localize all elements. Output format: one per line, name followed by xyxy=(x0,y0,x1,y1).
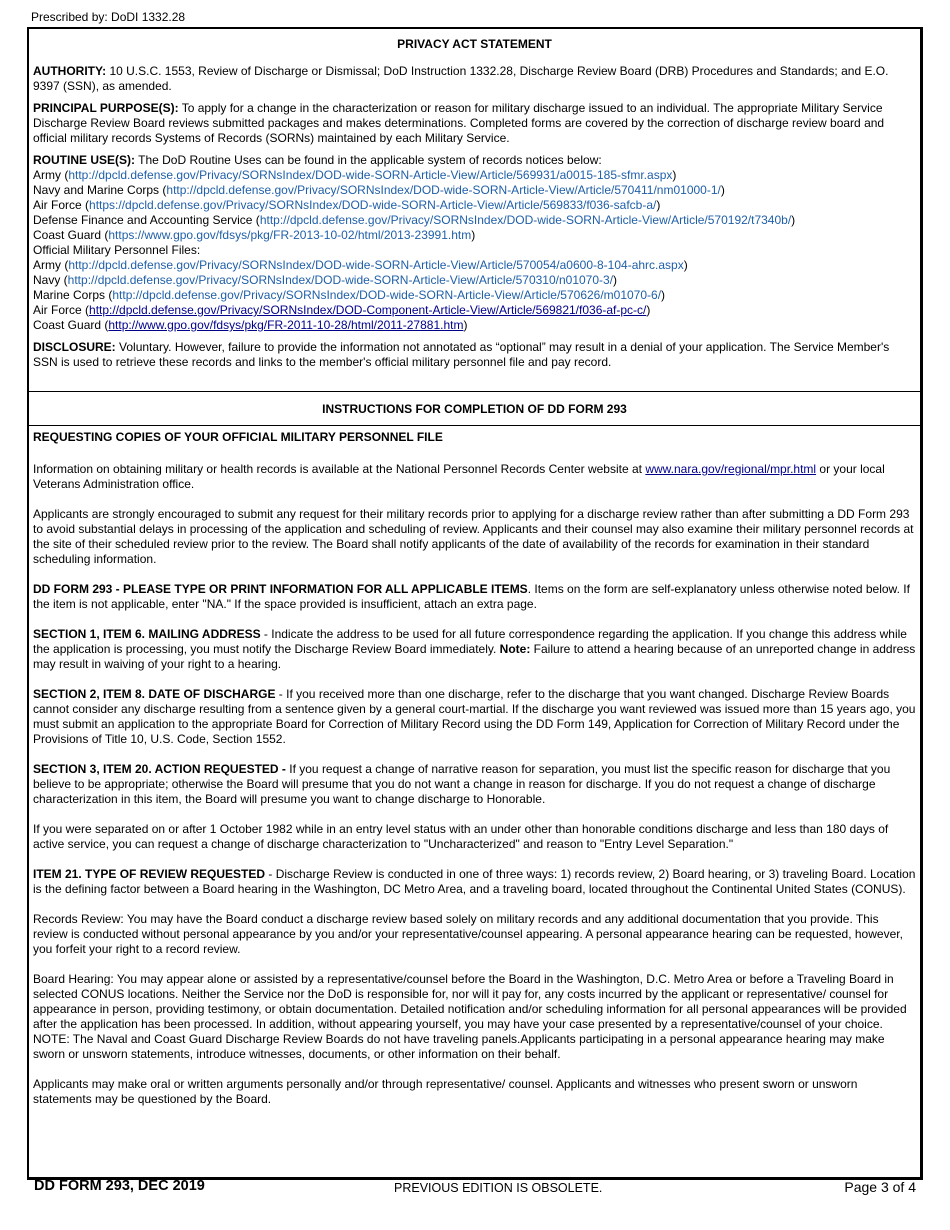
date-of-discharge-paragraph xyxy=(33,687,916,747)
privacy-act-section xyxy=(33,29,916,377)
paren: ) xyxy=(720,183,725,197)
paren: ) xyxy=(471,228,476,242)
instructions-subhead: REQUESTING COPIES OF YOUR OFFICIAL MILITARY PERSONNEL FILE xyxy=(33,430,443,444)
p1-text: Information on obtaining military or health records is available at the National Personnel Records Center website at xyxy=(33,462,646,476)
dd-form-label: DD FORM 293 - PLEASE TYPE OR PRINT INFORMATION FOR ALL APPLICABLE ITEMS xyxy=(33,582,528,596)
routine-item-air-force xyxy=(33,198,916,213)
review-type-paragraph xyxy=(33,867,916,897)
note-label: Note: xyxy=(499,642,531,656)
routine-item-name: Coast Guard ( xyxy=(33,228,109,242)
purpose-label: PRINCIPAL PURPOSE(S): xyxy=(33,101,179,115)
form-id: DD FORM 293, DEC 2019 xyxy=(34,1178,205,1194)
routine-uses xyxy=(33,153,916,333)
action-requested-label: SECTION 3, ITEM 20. ACTION REQUESTED - xyxy=(33,762,286,776)
paren: ) xyxy=(672,168,677,182)
sorn-link[interactable]: http://dpcld.defense.gov/Privacy/SORNsIndex/DOD-wide-SORN-Article-View/Article/570192/t7340b/ xyxy=(259,213,792,227)
omp-item-name: Air Force ( xyxy=(33,303,90,317)
paren: ) xyxy=(683,258,688,272)
disclosure-label: DISCLOSURE: xyxy=(33,340,116,354)
mailing-address-label: SECTION 1, ITEM 6. MAILING ADDRESS xyxy=(33,627,261,641)
sorn-link[interactable]: http://www.gpo.gov/fdsys/pkg/FR-2011-10-28/html/2011-27881.htm xyxy=(108,318,464,332)
routine-item-name: Defense Finance and Accounting Service ( xyxy=(33,213,260,227)
paren: ) xyxy=(791,213,796,227)
routine-label: ROUTINE USE(S): xyxy=(33,153,135,167)
p1-text-after: or your local Veterans Administration office. xyxy=(33,462,885,491)
section-divider xyxy=(29,391,920,392)
routine-item-army xyxy=(33,168,916,183)
routine-item-coast-guard xyxy=(33,228,916,243)
sorn-link[interactable]: http://dpcld.defense.gov/Privacy/SORNsIndex/DOD-wide-SORN-Article-View/Article/569931/a0015-185-sfmr.aspx xyxy=(68,168,673,182)
omp-item-marine-corps xyxy=(33,288,916,303)
records-info-paragraph xyxy=(33,462,916,492)
section-divider xyxy=(29,425,920,426)
sorn-link[interactable]: http://dpcld.defense.gov/Privacy/SORNsIndex/DOD-wide-SORN-Article-View/Article/570411/nm01000-1/ xyxy=(166,183,721,197)
action-requested-text: If you request a change of narrative reason for separation, you must list the specific reason for discharge that you believe to be appropriate; otherwise the Board will presume that you do not want a change in reason for discharge. If you do not request a change of discharge characterization in this item, the Board will presume you want to change discharge to Honorable. xyxy=(33,762,891,806)
paren: ) xyxy=(656,198,661,212)
purpose-paragraph xyxy=(33,101,916,146)
date-of-discharge-text: - If you received more than one discharge, refer to the discharge that you want changed. Discharge Review Boards cannot consider any discharge resulting from a sentence given by a general court-martial. If the discharge you want reviewed was issued more than 15 years ago, you must submit an application to the appropriate Board for Correction of Military Record using the DD Form 149, Application for Correction of Military Record under the Provisions of Title 10, U.S. Code, Section 1552. xyxy=(33,687,916,746)
sorn-link[interactable]: http://dpcld.defense.gov/Privacy/SORNsIndex/DOD-wide-SORN-Article-View/Article/570054/a0600-8-104-ahrc.aspx xyxy=(68,258,684,272)
routine-item-name: Air Force ( xyxy=(33,198,90,212)
instructions-title: INSTRUCTIONS FOR COMPLETION OF DD FORM 293 xyxy=(322,402,627,416)
paren: ) xyxy=(661,288,666,302)
sorn-link[interactable]: http://dpcld.defense.gov/Privacy/SORNsIndex/DOD-Component-Article-View/Article/569821/f036-af-pc-c/ xyxy=(89,303,647,317)
dd-form-paragraph xyxy=(33,582,916,612)
omp-item-name: Coast Guard ( xyxy=(33,318,109,332)
authority-paragraph xyxy=(33,64,916,94)
sorn-link[interactable]: http://dpcld.defense.gov/Privacy/SORNsIndex/DOD-wide-SORN-Article-View/Article/570310/n01070-3/ xyxy=(67,273,614,287)
authority-text: 10 U.S.C. 1553, Review of Discharge or Dismissal; DoD Instruction 1332.28, Discharge Review Board (DRB) Procedures and Standards; and E.O. 9397 (SSN), as amended. xyxy=(33,64,889,93)
records-review-paragraph: Records Review: You may have the Board conduct a discharge review based solely on military records and any additional documentation that you provide. This review is conducted without personal appearance by you and/or your representative/counsel appearing. A personal appearance hearing can be requested, however, you forfeit your right to a record review. xyxy=(33,912,903,956)
omp-label: Official Military Personnel Files: xyxy=(33,243,201,257)
arguments-paragraph: Applicants may make oral or written arguments personally and/or through representative/ counsel. Applicants and witnesses who present sworn or unsworn statements may be questioned by the Board. xyxy=(33,1077,858,1106)
routine-text: The DoD Routine Uses can be found in the applicable system of records notices below: xyxy=(135,153,602,167)
routine-item-name: Navy and Marine Corps ( xyxy=(33,183,167,197)
request-advice-paragraph: Applicants are strongly encouraged to submit any request for their military records prior to applying for a discharge review rather than after submitting a DD Form 293 to avoid substantial delays in processing of the application and scheduling of review. Applicants and their counsel may also examine their military personnel records at the site of their scheduled review prior to the review. The Board shall notify applicants of the date of availability of the records for examination in their standard scheduling information. xyxy=(33,507,914,566)
date-of-discharge-label: SECTION 2, ITEM 8. DATE OF DISCHARGE xyxy=(33,687,276,701)
routine-item-navy-marine xyxy=(33,183,916,198)
form-frame xyxy=(27,27,923,1180)
routine-item-name: Army ( xyxy=(33,168,69,182)
sorn-link[interactable]: https://dpcld.defense.gov/Privacy/SORNsIndex/DOD-wide-SORN-Article-View/Article/569833/f036-safcb-a/ xyxy=(89,198,657,212)
dd-form-text: . Items on the form are self-explanatory unless otherwise noted below. If the item is not applicable, enter "NA." If the space provided is insufficient, attach an extra page. xyxy=(33,582,910,611)
disclosure-paragraph xyxy=(33,340,916,370)
omp-item-name: Army ( xyxy=(33,258,69,272)
board-hearing-paragraph: Board Hearing: You may appear alone or assisted by a representative/counsel before the Board in the Washington, D.C. Metro Area or before a Traveling Board in selected CONUS locations. Neither the Service nor the DoD is responsible for, nor will it pay for, any costs incurred by the applicant or representative/ counsel for appearance in person, providing testimony, or obtain documentation. Detailed notification and/or scheduling information for all personal appearances will be provided after the application has been processed. In addition, without appearing yourself, you may have your case presented by a representative/counsel of your choice. NOTE: The Naval and Coast Guard Discharge Review Boards do not have traveling panels.Applicants participating in a personal appearance hearing may make sworn or unsworn statements, introduce witnesses, documents, or other information on their behalf. xyxy=(33,972,907,1061)
privacy-title: PRIVACY ACT STATEMENT xyxy=(397,37,552,51)
omp-item-name: Marine Corps ( xyxy=(33,288,113,302)
mailing-address-paragraph xyxy=(33,627,916,672)
paren: ) xyxy=(646,303,651,317)
mailing-address-text-b: Failure to attend a hearing because of an unreported change in address may result in waiving of your right to a hearing. xyxy=(33,642,916,671)
page-footer xyxy=(34,1179,916,1199)
review-type-label: ITEM 21. TYPE OF REVIEW REQUESTED xyxy=(33,867,266,881)
omp-item-coast-guard xyxy=(33,318,916,333)
omp-item-army xyxy=(33,258,916,273)
review-type-text: - Discharge Review is conducted in one of three ways: 1) records review, 2) Board hearing, or 3) traveling Board. Location is the defining factor between a Board hearing in the Washington, DC Metro Area, and a traveling board, located throughout the Continental United States (CONUS). xyxy=(33,867,916,896)
sorn-link[interactable]: http://dpcld.defense.gov/Privacy/SORNsIndex/DOD-wide-SORN-Article-View/Article/570626/m01070-6/ xyxy=(112,288,662,302)
routine-item-dfas xyxy=(33,213,916,228)
instructions-section xyxy=(33,430,916,1122)
authority-label: AUTHORITY: xyxy=(33,64,107,78)
action-requested-paragraph xyxy=(33,762,916,807)
omp-item-air-force xyxy=(33,303,916,318)
disclosure-text: Voluntary. However, failure to provide the information not annotated as “optional” may result in a denial of your application. The Service Member's SSN is used to retrieve these records and links to the member's official military personnel file and pay record. xyxy=(33,340,890,369)
paren: ) xyxy=(463,318,468,332)
mailing-address-text: - Indicate the address to be used for all future correspondence regarding the application. If you change this address while the application is processing, you must notify the Discharge Review Board immediately. xyxy=(33,627,907,656)
page-number: Page 3 of 4 xyxy=(844,1179,916,1195)
omp-item-name: Navy ( xyxy=(33,273,68,287)
sorn-link[interactable]: https://www.gpo.gov/fdsys/pkg/FR-2013-10-02/html/2013-23991.htm xyxy=(108,228,472,242)
paren: ) xyxy=(613,273,618,287)
nara-link[interactable]: www.nara.gov/regional/mpr.html xyxy=(645,462,817,476)
entry-level-paragraph: If you were separated on or after 1 October 1982 while in an entry level status with an under other than honorable conditions discharge and less than 180 days of active service, you can request a change of discharge characterization to "Uncharacterized" and reason to "Entry Level Separation." xyxy=(33,822,889,851)
prescribed-by: Prescribed by: DoDI 1332.28 xyxy=(31,10,186,24)
omp-item-navy xyxy=(33,273,916,288)
purpose-text: To apply for a change in the characterization or reason for military discharge issued to an individual. The appropriate Military Service Discharge Review Board reviews submitted packages and makes determinations. Completed forms are covered by the correction of discharge review board and official military records Systems of Records (SORNs) maintained by each Military Service. xyxy=(33,101,885,145)
obsolete-notice: PREVIOUS EDITION IS OBSOLETE. xyxy=(394,1181,603,1195)
